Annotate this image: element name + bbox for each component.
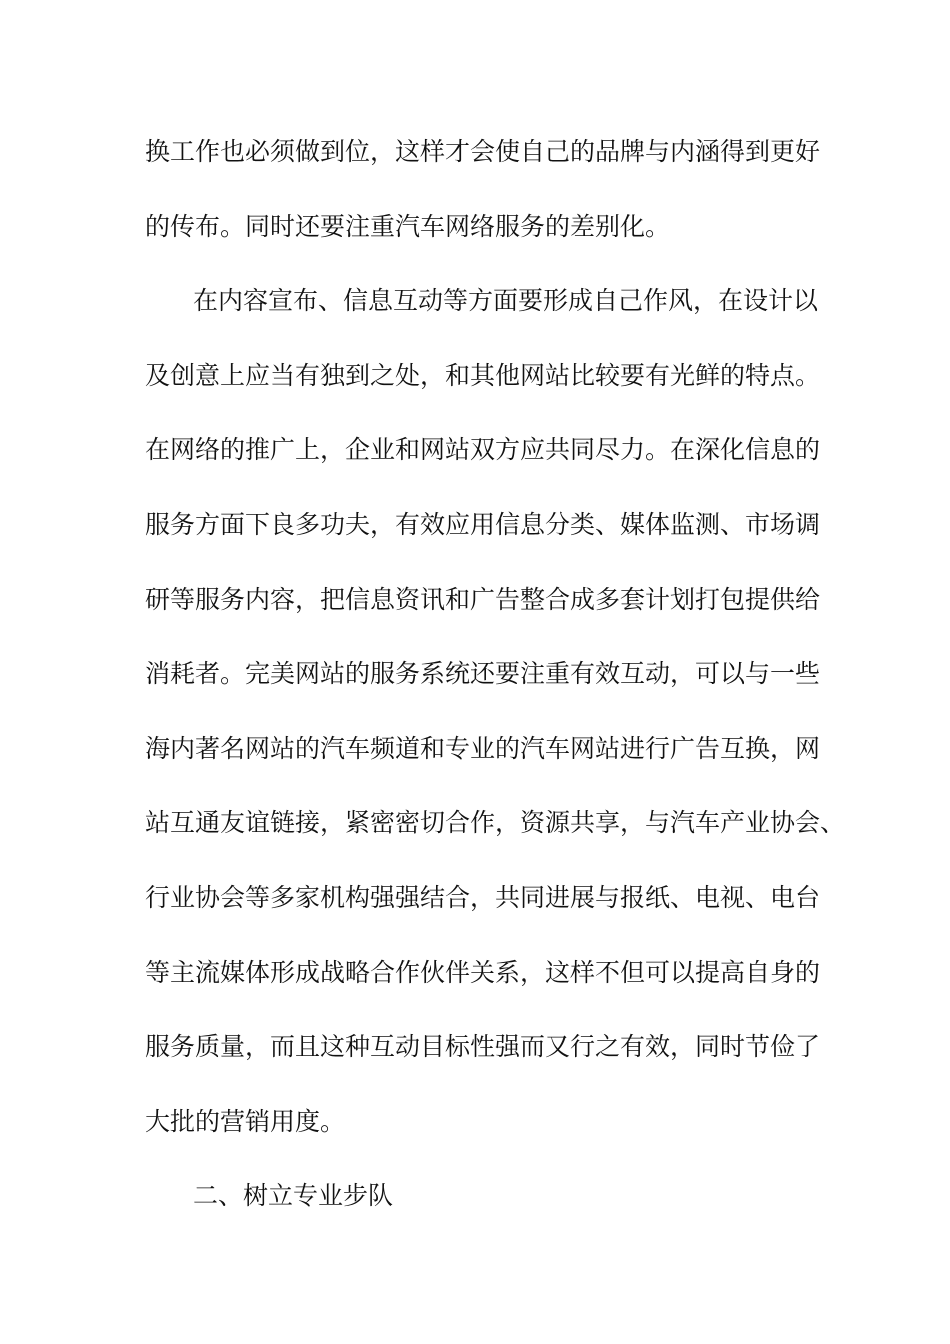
text-line: 服务方面下良多功夫，有效应用信息分类、媒体监测、市场调 [145, 510, 821, 539]
text-line: 消耗者。完美网站的服务系统还要注重有效互动，可以与一些 [145, 659, 821, 688]
text-line: 的传布。同时还要注重汽车网络服务的差别化。 [145, 212, 671, 241]
text-line: 换工作也必须做到位，这样才会使自己的品牌与内涵得到更好 [145, 137, 821, 166]
text-line: 在网络的推广上，企业和网站双方应共同尽力。在深化信息的 [145, 435, 821, 464]
text-line: 海内著名网站的汽车频道和专业的汽车网站进行广告互换，网 [145, 734, 821, 763]
text-line: 等主流媒体形成战略合作伙伴关系，这样不但可以提高自身的 [145, 958, 821, 987]
paragraph-start-line: 在内容宣布、信息互动等方面要形成自己作风，在设计以 [193, 286, 819, 315]
text-line: 及创意上应当有独到之处，和其他网站比较要有光鲜的特点。 [145, 361, 821, 390]
section-heading: 二、树立专业步队 [193, 1181, 394, 1210]
text-line: 大批的营销用度。 [145, 1107, 346, 1136]
text-line: 服务质量，而且这种互动目标性强而又行之有效，同时节俭了 [145, 1032, 821, 1061]
text-line: 研等服务内容，把信息资讯和广告整合成多套计划打包提供给 [145, 585, 821, 614]
text-line: 行业协会等多家机构强强结合，共同进展与报纸、电视、电台 [145, 883, 821, 912]
text-line: 站互通友谊链接，紧密密切合作，资源共享，与汽车产业协会、 [145, 808, 846, 837]
